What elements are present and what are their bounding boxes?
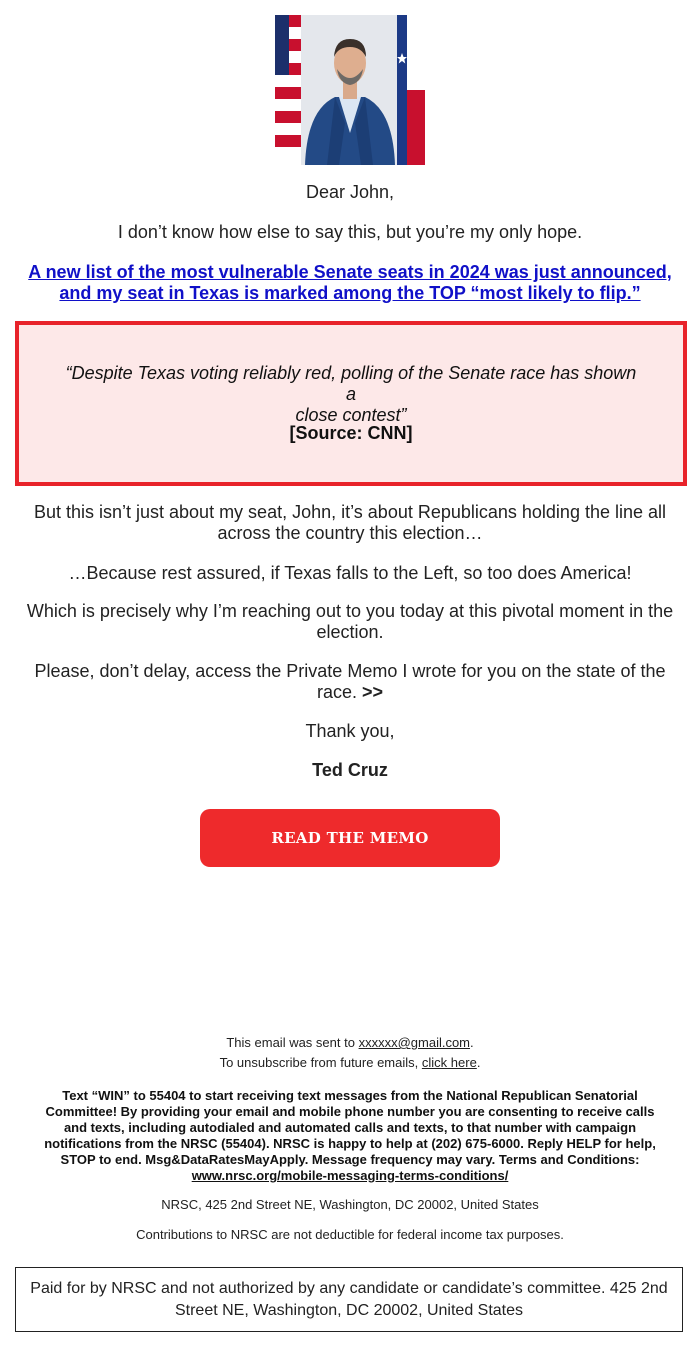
terms-link[interactable]: www.nrsc.org/mobile-messaging-terms-conditions/ [191,1168,509,1183]
sms-legal-text: Text “WIN” to 55404 to start receiving text messages from the National Republican Senatorial Committee! By providing your email and mobile phone number you are consenting to receive calls and texts, including autodialed and automated calls and texts, to that number with campaign notifications from the NRSC (55404). NRSC is happy to help at (202) 675-6000. Reply HELP for help, STOP to end. Msg&DataRatesMayApply. Message frequency may vary. Terms and Conditions: www.nrsc.org/mobile-messaging-terms-conditions/ [44,1088,656,1183]
intro-text: I don’t know how else to say this, but you’re my only hope. [117,222,583,242]
body-paragraph-3: Which is precisely why I’m reaching out to you today at this pivotal moment in the election. [26,601,674,642]
unsubscribe-line: To unsubscribe from future emails, click here. [219,1055,481,1070]
greeting: Dear John, [305,182,395,202]
arrows-link[interactable]: >> [362,682,384,702]
sent-to-line: This email was sent to xxxxxx@gmail.com. [226,1035,474,1050]
mailing-address: NRSC, 425 2nd Street NE, Washington, DC 20002, United States [161,1197,539,1212]
quote-text: “Despite Texas voting reliably red, polling of the Senate race has shown a close contest” [65,363,637,425]
unsubscribe-link[interactable]: click here [421,1055,477,1070]
body-paragraph-4: Please, don’t delay, access the Private Memo I wrote for you on the state of the race. >> [34,661,666,702]
texas-flag-icon [397,15,425,165]
us-flag-icon [275,15,301,165]
candidate-photo-illustration [275,15,425,165]
body-paragraph-2: …Because rest assured, if Texas falls to the Left, so too does America! [68,563,632,583]
candidate-photo [275,15,425,165]
quote-callout [15,321,687,486]
signature: Ted Cruz [312,760,388,780]
quote-source: [Source: CNN] [289,423,413,443]
recipient-email-link[interactable]: xxxxxx@gmail.com [358,1035,471,1050]
paid-for-disclaimer: Paid for by NRSC and not authorized by any candidate or candidate’s committee. 425 2nd Street NE, Washington, DC 20002, United States [15,1267,683,1332]
body-paragraph-1: But this isn’t just about my seat, John, it’s about Republicans holding the line all across the country this election… [33,502,667,543]
read-memo-button[interactable]: READ THE MEMO [200,809,500,867]
tax-disclaimer: Contributions to NRSC are not deductible for federal income tax purposes. [136,1227,564,1242]
headline-paragraph [20,262,680,304]
vulnerable-seats-link[interactable]: A new list of the most vulnerable Senate seats in 2024 was just announced, and my seat in Texas is marked among the TOP “most likely to flip.” [28,262,672,303]
signoff: Thank you, [305,721,395,741]
